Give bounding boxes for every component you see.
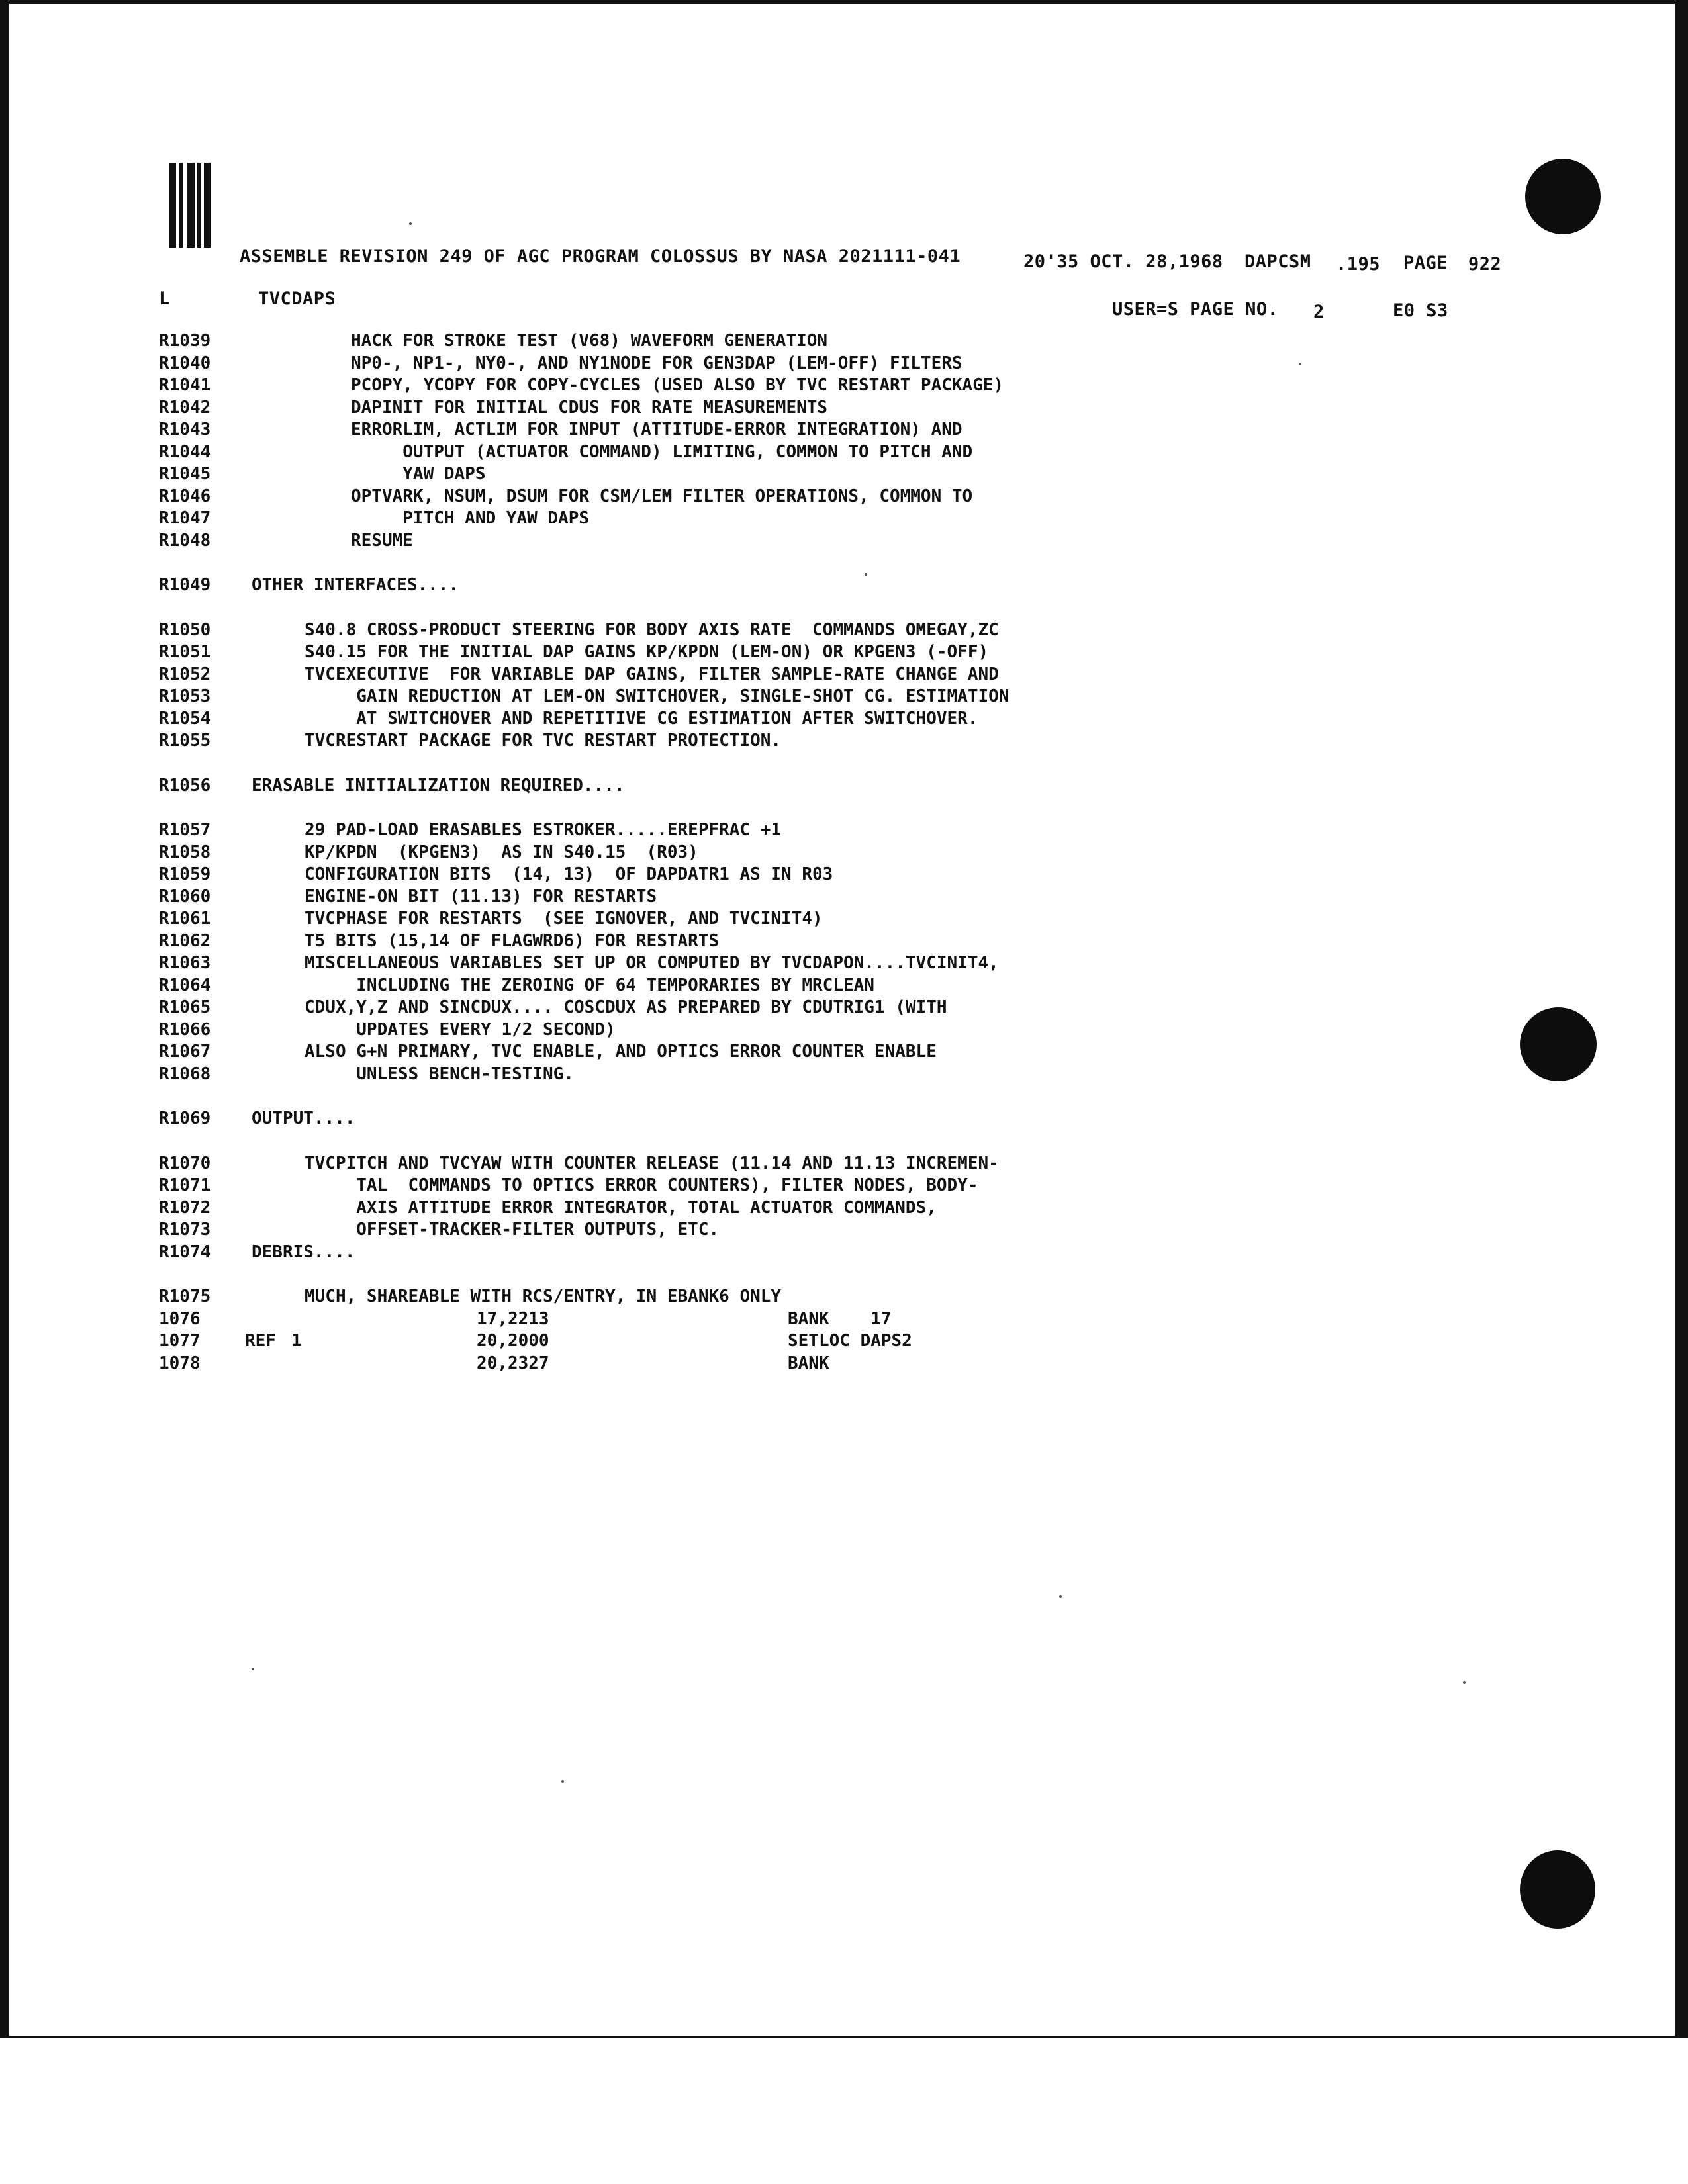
- comment-text: AT SWITCHOVER AND REPETITIVE CG ESTIMATION AFTER SWITCHOVER.: [305, 708, 978, 729]
- user-page-label: USER=S PAGE NO.: [1112, 299, 1279, 320]
- listing-line: [159, 997, 1417, 1020]
- comment-text: TAL COMMANDS TO OPTICS ERROR COUNTERS), FILTER NODES, BODY-: [305, 1175, 978, 1195]
- revision-code: .195: [1336, 254, 1381, 275]
- listing-line: [159, 909, 1417, 931]
- listing-line: [159, 664, 1417, 687]
- memory-address: 20,2327: [477, 1353, 549, 1373]
- listing-line: [159, 1064, 1417, 1087]
- line-number: R1049: [159, 575, 211, 595]
- comment-text: S40.8 CROSS-PRODUCT STEERING FOR BODY AXIS RATE COMMANDS OMEGAY,ZC: [305, 619, 999, 640]
- line-number: R1070: [159, 1153, 211, 1173]
- comment-text: PCOPY, YCOPY FOR COPY-CYCLES (USED ALSO BY TVC RESTART PACKAGE): [351, 375, 1004, 395]
- listing-line: [159, 531, 1417, 553]
- line-number: R1065: [159, 997, 211, 1017]
- comment-text: ERRORLIM, ACTLIM FOR INPUT (ATTITUDE-ERROR INTEGRATION) AND: [351, 420, 962, 439]
- listing-line: [159, 1109, 1417, 1131]
- punch-hole-bottom: [1520, 1850, 1595, 1929]
- comment-text: DEBRIS....: [252, 1242, 355, 1262]
- instruction: BANK: [788, 1353, 829, 1373]
- log-section-name: TVCDAPS: [258, 289, 336, 309]
- line-number: R1047: [159, 508, 211, 528]
- line-number: R1056: [159, 775, 211, 796]
- listing-line: [159, 1042, 1417, 1064]
- comment-text: RESUME: [351, 530, 413, 551]
- line-number: 1077: [159, 1331, 201, 1351]
- comment-text: HACK FOR STROKE TEST (V68) WAVEFORM GENERATION: [351, 331, 828, 351]
- line-number: R1073: [159, 1220, 211, 1240]
- listing-line: [159, 1198, 1417, 1220]
- comment-text: OTHER INTERFACES....: [252, 575, 459, 595]
- line-number: R1066: [159, 1019, 211, 1040]
- assembly-timestamp: 20'35 OCT. 28,1968: [1023, 251, 1223, 272]
- comment-text: MUCH, SHAREABLE WITH RCS/ENTRY, IN EBANK6 ONLY: [305, 1287, 782, 1306]
- line-number: R1075: [159, 1287, 211, 1306]
- assembly-title: ASSEMBLE REVISION 249 OF AGC PROGRAM COLOSSUS BY NASA 2021111-041: [240, 246, 961, 267]
- line-number: R1050: [159, 619, 211, 640]
- listing-line: [159, 620, 1417, 643]
- comment-text: UPDATES EVERY 1/2 SECOND): [305, 1019, 616, 1040]
- line-number: R1055: [159, 731, 211, 751]
- line-number: R1040: [159, 353, 211, 373]
- listing-line: [159, 820, 1417, 842]
- listing-line: [159, 842, 1417, 865]
- comment-text: KP/KPDN (KPGEN3) AS IN S40.15 (R03): [305, 842, 698, 862]
- listing-line: [159, 1154, 1417, 1176]
- listing-line: [159, 1287, 1417, 1309]
- comment-text: AXIS ATTITUDE ERROR INTEGRATOR, TOTAL ACTUATOR COMMANDS,: [305, 1197, 937, 1218]
- page-number: 922: [1468, 254, 1502, 275]
- listing-header: [0, 0, 1688, 322]
- line-number: R1042: [159, 397, 211, 418]
- line-number: R1060: [159, 886, 211, 907]
- comment-text: YAW DAPS: [351, 464, 486, 484]
- comment-text: MISCELLANEOUS VARIABLES SET UP OR COMPUTED BY TVCDAPON....TVCINIT4,: [305, 953, 999, 973]
- line-number: R1044: [159, 441, 211, 462]
- comment-text: CDUX,Y,Z AND SINCDUX.... COSCDUX AS PREPARED BY CDUTRIG1 (WITH: [305, 997, 947, 1017]
- line-number: R1039: [159, 331, 211, 351]
- line-number: R1071: [159, 1175, 211, 1195]
- listing-line: [159, 1175, 1417, 1198]
- comment-text: ALSO G+N PRIMARY, TVC ENABLE, AND OPTICS ERROR COUNTER ENABLE: [305, 1042, 937, 1062]
- listing-line: [159, 398, 1417, 420]
- line-number: R1059: [159, 864, 211, 884]
- page-label: PAGE: [1403, 253, 1448, 273]
- comment-text: TVCEXECUTIVE FOR VARIABLE DAP GAINS, FILTER SAMPLE-RATE CHANGE AND: [305, 664, 999, 684]
- ref-number: 1: [291, 1331, 302, 1351]
- line-number: R1057: [159, 820, 211, 840]
- line-number: R1068: [159, 1064, 211, 1084]
- instruction: BANK 17: [788, 1308, 892, 1329]
- comment-text: OUTPUT....: [252, 1109, 355, 1128]
- line-number: R1067: [159, 1042, 211, 1062]
- comment-text: TVCPHASE FOR RESTARTS (SEE IGNOVER, AND TVCINIT4): [305, 909, 823, 929]
- comment-text: GAIN REDUCTION AT LEM-ON SWITCHOVER, SINGLE-SHOT CG. ESTIMATION: [305, 686, 1009, 706]
- listing-line: [159, 420, 1417, 442]
- comment-text: 29 PAD-LOAD ERASABLES ESTROKER.....EREPFRAC +1: [305, 820, 782, 840]
- listing-line: [159, 709, 1417, 731]
- type-code: L: [159, 289, 170, 309]
- comment-text: S40.15 FOR THE INITIAL DAP GAINS KP/KPDN (LEM-ON) OR KPGEN3 (-OFF): [305, 642, 989, 662]
- line-number: R1053: [159, 686, 211, 706]
- listing-line: [159, 464, 1417, 486]
- line-number: R1061: [159, 909, 211, 929]
- comment-text: INCLUDING THE ZEROING OF 64 TEMPORARIES BY MRCLEAN: [305, 975, 874, 995]
- listing-line: [159, 976, 1417, 998]
- line-number: 1076: [159, 1308, 201, 1329]
- comment-text: ENGINE-ON BIT (11.13) FOR RESTARTS: [305, 886, 657, 907]
- line-number: R1069: [159, 1109, 211, 1128]
- comment-text: PITCH AND YAW DAPS: [351, 508, 590, 528]
- comment-text: T5 BITS (15,14 OF FLAGWRD6) FOR RESTARTS: [305, 931, 720, 951]
- listing-line: [159, 953, 1417, 976]
- comment-text: OUTPUT (ACTUATOR COMMAND) LIMITING, COMMON TO PITCH AND: [351, 441, 973, 462]
- listing-line: [159, 375, 1417, 398]
- line-number: R1054: [159, 708, 211, 729]
- listing-line: [159, 642, 1417, 664]
- listing-line: [159, 887, 1417, 909]
- listing-line: [159, 1020, 1417, 1042]
- code-line: [159, 1353, 1417, 1376]
- line-number: R1063: [159, 953, 211, 973]
- comment-text: DAPINIT FOR INITIAL CDUS FOR RATE MEASUREMENTS: [351, 397, 828, 418]
- user-page-number: 2: [1313, 302, 1325, 322]
- listing-line: [159, 1242, 1417, 1265]
- line-number: R1058: [159, 842, 211, 862]
- scan-border-bottom: [0, 2036, 1688, 2038]
- comment-text: CONFIGURATION BITS (14, 13) OF DAPDATR1 AS IN R03: [305, 864, 833, 884]
- punch-hole-middle: [1520, 1007, 1597, 1081]
- listing-line: [159, 442, 1417, 465]
- listing-line: [159, 686, 1417, 709]
- code-line: [159, 1331, 1417, 1353]
- scan-speck: [1463, 1681, 1466, 1684]
- code-line: [159, 1309, 1417, 1332]
- program-name: DAPCSM: [1244, 251, 1311, 272]
- comment-text: ERASABLE INITIALIZATION REQUIRED....: [252, 775, 625, 796]
- line-number: R1052: [159, 664, 211, 684]
- listing-line: [159, 1220, 1417, 1242]
- line-number: R1041: [159, 375, 211, 395]
- listing-line: [159, 776, 1417, 798]
- comment-text: OPTVARK, NSUM, DSUM FOR CSM/LEM FILTER OPERATIONS, COMMON TO: [351, 486, 973, 506]
- comment-text: NP0-, NP1-, NY0-, AND NY1NODE FOR GEN3DAP (LEM-OFF) FILTERS: [351, 353, 962, 373]
- line-number: R1043: [159, 420, 211, 439]
- scan-speck: [252, 1668, 254, 1670]
- listing-line: [159, 353, 1417, 376]
- listing-line: [159, 486, 1417, 509]
- line-number: R1064: [159, 975, 211, 995]
- memory-address: 20,2000: [477, 1331, 549, 1351]
- instruction: SETLOC DAPS2: [788, 1331, 912, 1351]
- listing-body: [159, 331, 1417, 1375]
- listing-line: [159, 508, 1417, 531]
- line-number: R1045: [159, 464, 211, 484]
- comment-text: TVCRESTART PACKAGE FOR TVC RESTART PROTECTION.: [305, 731, 782, 751]
- ref-label: REF: [245, 1331, 276, 1351]
- comment-text: OFFSET-TRACKER-FILTER OUTPUTS, ETC.: [305, 1220, 720, 1240]
- line-number: R1048: [159, 530, 211, 551]
- listing-line: [159, 731, 1417, 753]
- right-code: E0 S3: [1393, 300, 1448, 321]
- scan-speck: [561, 1780, 564, 1783]
- listing-line: [159, 931, 1417, 954]
- listing-line: [159, 575, 1417, 598]
- listing-line: [159, 864, 1417, 887]
- scan-speck: [1059, 1595, 1062, 1598]
- line-number: R1072: [159, 1197, 211, 1218]
- comment-text: UNLESS BENCH-TESTING.: [305, 1064, 574, 1084]
- line-number: R1062: [159, 931, 211, 951]
- line-number: R1046: [159, 486, 211, 506]
- line-number: 1078: [159, 1353, 201, 1373]
- memory-address: 17,2213: [477, 1308, 549, 1329]
- line-number: R1051: [159, 642, 211, 662]
- listing-line: [159, 331, 1417, 353]
- comment-text: TVCPITCH AND TVCYAW WITH COUNTER RELEASE (11.14 AND 11.13 INCREMEN-: [305, 1153, 999, 1173]
- line-number: R1074: [159, 1242, 211, 1262]
